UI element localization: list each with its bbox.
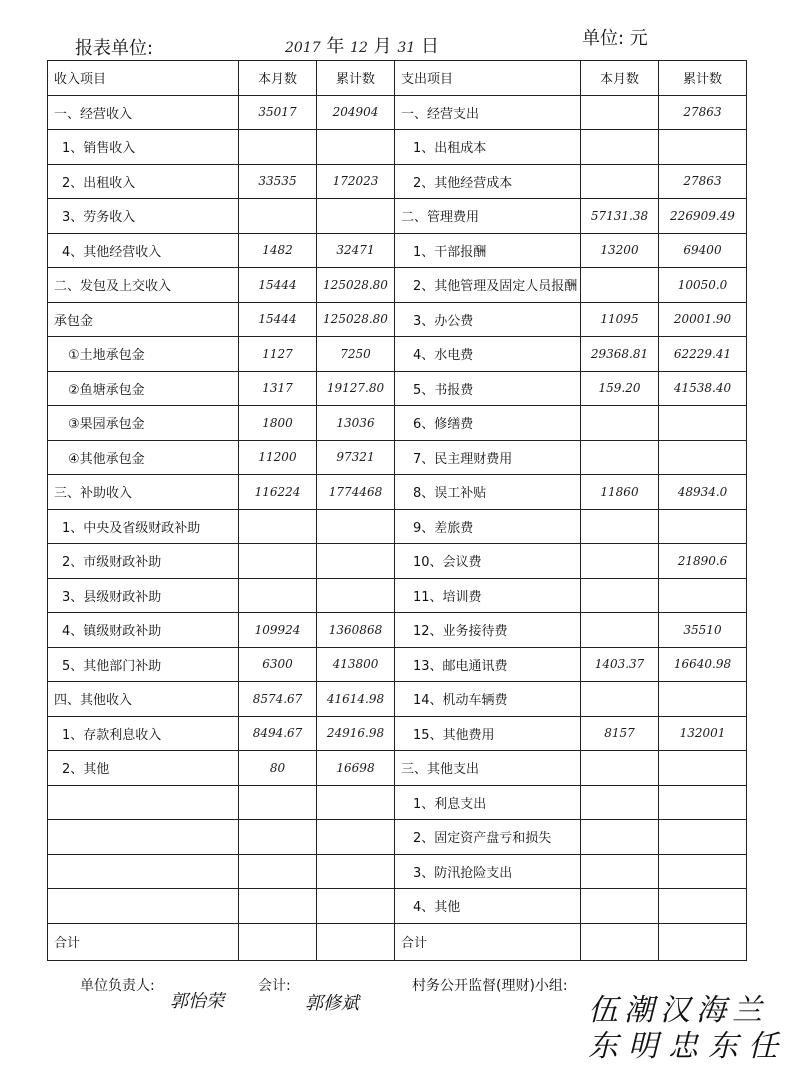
col-expense-item: 支出项目 <box>395 61 581 96</box>
expense-total-label: 合计 <box>395 923 581 960</box>
table-row <box>48 716 747 751</box>
income-item <box>48 820 239 855</box>
unit-leader-label: 单位负责人: <box>80 978 155 994</box>
income-item: 承包金 <box>48 302 239 337</box>
income-cumulative-value: 32471 <box>317 233 395 268</box>
expense-month-value: 29368.81 <box>581 337 659 372</box>
table-header-row <box>48 61 747 96</box>
reporting-unit-label: 报表单位: <box>75 38 154 59</box>
income-cumulative-value <box>317 854 395 889</box>
expense-cumulative-value: 21890.6 <box>659 544 747 579</box>
expense-item: 15、其他费用 <box>395 716 581 751</box>
income-cumulative-value: 16698 <box>317 751 395 786</box>
income-month-value <box>239 509 317 544</box>
expense-total-cumulative <box>659 923 747 960</box>
income-item: 2、出租收入 <box>48 164 239 199</box>
col-expense-month: 本月数 <box>581 61 659 96</box>
group-signature-line-2: 东明忠东任 <box>588 1029 788 1064</box>
accountant-signature: 郭修斌 <box>305 993 359 1014</box>
expense-cumulative-value: 20001.90 <box>659 302 747 337</box>
expense-cumulative-value: 62229.41 <box>659 337 747 372</box>
income-total-month <box>239 923 317 960</box>
income-month-value <box>239 785 317 820</box>
income-item: 一、经营收入 <box>48 95 239 130</box>
expense-item: 1、干部报酬 <box>395 233 581 268</box>
expense-item: 4、其他 <box>395 889 581 924</box>
table-row <box>48 440 747 475</box>
report-header <box>0 24 800 64</box>
expense-cumulative-value: 10050.0 <box>659 268 747 303</box>
expense-cumulative-value: 27863 <box>659 95 747 130</box>
expense-month-value <box>581 889 659 924</box>
income-item: 3、县级财政补助 <box>48 578 239 613</box>
income-cumulative-value: 1360868 <box>317 613 395 648</box>
table-row <box>48 406 747 441</box>
income-month-value: 1482 <box>239 233 317 268</box>
income-cumulative-value: 7250 <box>317 337 395 372</box>
expense-month-value <box>581 509 659 544</box>
income-item: 5、其他部门补助 <box>48 647 239 682</box>
income-item <box>48 854 239 889</box>
expense-item: 2、其他管理及固定人员报酬 <box>395 268 581 303</box>
expense-month-value <box>581 578 659 613</box>
income-month-value <box>239 820 317 855</box>
expense-cumulative-value <box>659 682 747 717</box>
income-month-value: 1127 <box>239 337 317 372</box>
expense-item: 一、经营支出 <box>395 95 581 130</box>
expense-item: 3、防汛抢险支出 <box>395 854 581 889</box>
income-month-value: 11200 <box>239 440 317 475</box>
expense-cumulative-value: 27863 <box>659 164 747 199</box>
expense-cumulative-value <box>659 130 747 165</box>
group-signature-line-1: 伍潮汉海兰 <box>588 993 768 1028</box>
expense-month-value <box>581 130 659 165</box>
expense-cumulative-value <box>659 820 747 855</box>
expense-item: 9、差旅费 <box>395 509 581 544</box>
table-row <box>48 475 747 510</box>
expense-cumulative-value <box>659 854 747 889</box>
expense-month-value: 1403.37 <box>581 647 659 682</box>
table-row <box>48 130 747 165</box>
income-total-cumulative <box>317 923 395 960</box>
signature-footer <box>0 975 800 1065</box>
date-month-label: 月 <box>373 36 392 57</box>
table-row <box>48 854 747 889</box>
accountant-label: 会计: <box>258 978 291 994</box>
currency-unit: 单位: 元 <box>582 28 648 49</box>
expense-item: 7、民主理财费用 <box>395 440 581 475</box>
income-cumulative-value: 1774468 <box>317 475 395 510</box>
income-cumulative-value <box>317 578 395 613</box>
table-row <box>48 268 747 303</box>
table-row <box>48 613 747 648</box>
income-cumulative-value: 125028.80 <box>317 268 395 303</box>
expense-month-value <box>581 406 659 441</box>
report-date <box>285 32 439 58</box>
income-cumulative-value: 172023 <box>317 164 395 199</box>
expense-cumulative-value <box>659 751 747 786</box>
table-row <box>48 889 747 924</box>
expense-item: 2、其他经营成本 <box>395 164 581 199</box>
expense-item: 4、水电费 <box>395 337 581 372</box>
expense-month-value <box>581 613 659 648</box>
income-month-value <box>239 854 317 889</box>
expense-cumulative-value <box>659 406 747 441</box>
expense-cumulative-value <box>659 509 747 544</box>
expense-month-value <box>581 854 659 889</box>
income-cumulative-value <box>317 130 395 165</box>
expense-month-value <box>581 164 659 199</box>
expense-cumulative-value: 69400 <box>659 233 747 268</box>
expense-item: 1、利息支出 <box>395 785 581 820</box>
income-item: 1、销售收入 <box>48 130 239 165</box>
income-expense-table <box>47 60 747 961</box>
income-month-value: 6300 <box>239 647 317 682</box>
expense-month-value: 8157 <box>581 716 659 751</box>
table-row <box>48 647 747 682</box>
expense-item: 11、培训费 <box>395 578 581 613</box>
expense-item: 二、管理费用 <box>395 199 581 234</box>
income-item: 二、发包及上交收入 <box>48 268 239 303</box>
expense-month-value: 11860 <box>581 475 659 510</box>
total-row <box>48 923 747 960</box>
expense-item: 3、办公费 <box>395 302 581 337</box>
income-month-value: 80 <box>239 751 317 786</box>
income-item: 三、补助收入 <box>48 475 239 510</box>
income-cumulative-value <box>317 820 395 855</box>
date-year-label: 年 <box>326 36 345 57</box>
expense-month-value <box>581 682 659 717</box>
income-cumulative-value <box>317 785 395 820</box>
income-month-value: 15444 <box>239 268 317 303</box>
col-income-item: 收入项目 <box>48 61 239 96</box>
expense-month-value <box>581 268 659 303</box>
expense-item: 2、固定资产盘亏和损失 <box>395 820 581 855</box>
income-month-value: 15444 <box>239 302 317 337</box>
income-month-value: 8494.67 <box>239 716 317 751</box>
expense-month-value <box>581 95 659 130</box>
date-day: 31 <box>397 40 416 56</box>
income-month-value <box>239 578 317 613</box>
table-row <box>48 682 747 717</box>
income-month-value: 109924 <box>239 613 317 648</box>
income-cumulative-value <box>317 889 395 924</box>
income-item: 3、劳务收入 <box>48 199 239 234</box>
expense-month-value: 57131.38 <box>581 199 659 234</box>
expense-month-value: 11095 <box>581 302 659 337</box>
income-cumulative-value: 13036 <box>317 406 395 441</box>
expense-cumulative-value: 35510 <box>659 613 747 648</box>
expense-item: 10、会议费 <box>395 544 581 579</box>
expense-cumulative-value: 226909.49 <box>659 199 747 234</box>
supervision-group-label: 村务公开监督(理财)小组: <box>412 978 568 994</box>
income-item: 2、其他 <box>48 751 239 786</box>
income-month-value <box>239 130 317 165</box>
income-cumulative-value <box>317 199 395 234</box>
income-month-value <box>239 199 317 234</box>
expense-item: 14、机动车辆费 <box>395 682 581 717</box>
expense-month-value: 13200 <box>581 233 659 268</box>
col-expense-cumulative: 累计数 <box>659 61 747 96</box>
income-month-value: 1317 <box>239 371 317 406</box>
table-row <box>48 199 747 234</box>
table-row <box>48 509 747 544</box>
income-month-value <box>239 889 317 924</box>
col-income-cumulative: 累计数 <box>317 61 395 96</box>
income-cumulative-value <box>317 509 395 544</box>
expense-cumulative-value <box>659 440 747 475</box>
income-total-label: 合计 <box>48 923 239 960</box>
income-item: ③果园承包金 <box>48 406 239 441</box>
income-item: 四、其他收入 <box>48 682 239 717</box>
table-row <box>48 785 747 820</box>
income-cumulative-value: 97321 <box>317 440 395 475</box>
table-row <box>48 233 747 268</box>
income-cumulative-value: 204904 <box>317 95 395 130</box>
income-item: ④其他承包金 <box>48 440 239 475</box>
income-item: ②鱼塘承包金 <box>48 371 239 406</box>
expense-item: 三、其他支出 <box>395 751 581 786</box>
expense-cumulative-value: 16640.98 <box>659 647 747 682</box>
income-item: 4、镇级财政补助 <box>48 613 239 648</box>
expense-total-month <box>581 923 659 960</box>
expense-cumulative-value <box>659 889 747 924</box>
income-cumulative-value: 19127.80 <box>317 371 395 406</box>
expense-month-value <box>581 751 659 786</box>
expense-cumulative-value <box>659 785 747 820</box>
date-day-label: 日 <box>420 36 439 57</box>
expense-month-value <box>581 820 659 855</box>
expense-cumulative-value: 41538.40 <box>659 371 747 406</box>
expense-item: 1、出租成本 <box>395 130 581 165</box>
income-item <box>48 785 239 820</box>
expense-cumulative-value: 48934.0 <box>659 475 747 510</box>
income-cumulative-value: 41614.98 <box>317 682 395 717</box>
income-month-value: 35017 <box>239 95 317 130</box>
table-row <box>48 371 747 406</box>
table-row <box>48 820 747 855</box>
table-row <box>48 337 747 372</box>
expense-item: 8、误工补贴 <box>395 475 581 510</box>
income-item <box>48 889 239 924</box>
table-row <box>48 164 747 199</box>
table-row <box>48 578 747 613</box>
income-month-value <box>239 544 317 579</box>
expense-month-value: 159.20 <box>581 371 659 406</box>
income-item: 1、存款利息收入 <box>48 716 239 751</box>
income-item: 4、其他经营收入 <box>48 233 239 268</box>
income-month-value: 116224 <box>239 475 317 510</box>
income-month-value: 8574.67 <box>239 682 317 717</box>
expense-month-value <box>581 440 659 475</box>
leader-signature: 郭怡荣 <box>170 991 224 1012</box>
expense-item: 12、业务接待费 <box>395 613 581 648</box>
expense-cumulative-value: 132001 <box>659 716 747 751</box>
date-year: 2017 <box>285 40 321 56</box>
expense-item: 6、修缮费 <box>395 406 581 441</box>
income-item: 2、市级财政补助 <box>48 544 239 579</box>
expense-month-value <box>581 785 659 820</box>
col-income-month: 本月数 <box>239 61 317 96</box>
income-item: 1、中央及省级财政补助 <box>48 509 239 544</box>
income-month-value: 1800 <box>239 406 317 441</box>
expense-cumulative-value <box>659 578 747 613</box>
expense-month-value <box>581 544 659 579</box>
income-cumulative-value: 125028.80 <box>317 302 395 337</box>
income-cumulative-value: 413800 <box>317 647 395 682</box>
income-cumulative-value: 24916.98 <box>317 716 395 751</box>
income-item: ①土地承包金 <box>48 337 239 372</box>
expense-item: 13、邮电通讯费 <box>395 647 581 682</box>
income-month-value: 33535 <box>239 164 317 199</box>
table-row <box>48 302 747 337</box>
date-month: 12 <box>350 40 368 56</box>
table-row <box>48 95 747 130</box>
table-row <box>48 544 747 579</box>
expense-item: 5、书报费 <box>395 371 581 406</box>
income-cumulative-value <box>317 544 395 579</box>
table-row <box>48 751 747 786</box>
